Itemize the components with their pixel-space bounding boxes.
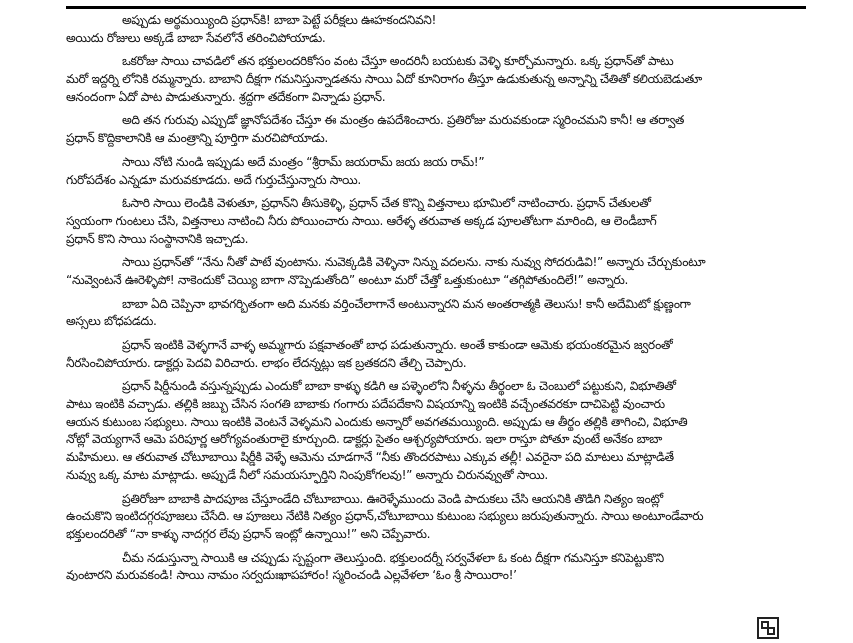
text-line: ప్రధాన్ ఇంటికి వెళ్ళగానే వాళ్ళ అమ్మగారు పక్షవాతంతో బాధ పడుతున్నారు. అంతే కాకుండా ఆమెకు భయంకరమైన జ్వరంతో — [122, 338, 673, 352]
text-line: సాయి ప్రధాన్‌తో “నేను నీతో పాటే వుంటాను. నువెక్కడికి వెళ్ళినా నిన్ను వదలను. నాకు నువ్వు సోదరుడివి!” అన్నారు చేర్చుకుంటూ — [122, 255, 706, 270]
text-line: “నువ్వెంటనే ఊరెళ్ళిపో! నాకెందుకో చెయ్యి బాగా నొప్పెడుతోంది” అంటూ మరో చేత్తో ఒత్తుకుంటూ “తగ్గిపోతుందిలే!” అన్నారు. — [66, 272, 628, 287]
text-line: స్వయంగా గుంటలు చేసి, విత్తనాలు నాటించి నీరు పోయించారు సాయి. ఆరేళ్ళ తరువాత అక్కడ పూలతోటగా మారింది, ఆ లెండీబాగ్ — [66, 213, 657, 228]
text-line: నీరసించిపోయారు. డాక్టర్లు పెదవి విరిచారు. లాభం లేదన్నట్లు ఇక బ్రతకదని తేల్చి చెప్పారు. — [66, 355, 467, 370]
text-line: ప్రధాన్ కొద్దికాలానికి ఆ మంత్రాన్ని పూర్తిగా మరచిపోయాడు. — [66, 131, 328, 146]
paragraph — [66, 254, 808, 289]
paragraph — [66, 154, 808, 189]
paragraph — [66, 550, 808, 585]
top-rule — [66, 6, 806, 9]
text-line: ప్రధాన్ కొని సాయి సంస్థానానికి ఇచ్చాడు. — [66, 231, 249, 246]
text-line: సాయి నోటి నుండి ఇప్పుడు అదే మంత్రం “శ్రీరామ్ జయరామ్ జయ జయ రామ్!” — [122, 154, 485, 169]
text-line: ప్రతిరోజూ బాబాకి పాదపూజ చేస్తూండేది చోటూబాయి. ఊరెళ్ళేముందు వెండి పాదుకలు చేసి ఆయనికి తొడిగి నిత్యం ఇంట్లో — [122, 491, 663, 506]
text-line: నువ్వు ఒక్క మాట మాట్లాడు. అప్పుడే నీలో సమయస్ఫూర్తిని నింపుకోగలవు!” అన్నారు చిరునవ్వుతో సాయి. — [66, 467, 548, 482]
text-line: గురోపదేశం ఎన్నడూ మరువకూడదు. అదే గుర్తుచేస్తున్నారు సాయి. — [66, 172, 361, 187]
text-line: ఆనందంగా ఏదో పాట పాడుతున్నారు. శ్రద్ధగా తదేకంగా విన్నాడు ప్రధాన్. — [66, 89, 386, 104]
text-line: ఉంచుకొని ఇంటిదగ్గరపూజలు చేసేది. ఆ పూజలు నేటికి నిత్యం ప్రధాన్,చోటూబాయి కుటుంబ సభ్యులు జరుపుతున్నారు. సాయి అంటూండేవారు — [66, 509, 704, 524]
text-line: అది తన గురువు ఎప్పుడో జ్ఞానోపదేశం చేస్తూ ఈ మంత్రం ఉపదేశించారు. ప్రతిరోజు మరువకుండా స్మరించమని కానీ! ఆ తర్వాత — [122, 113, 685, 128]
text-line: అప్పుడు అర్థమయ్యింది ప్రధాన్‌కి! బాబా పెట్టే పరీక్షలు ఊహకందనివని! — [122, 13, 437, 27]
document-page — [66, 12, 808, 624]
text-line: ప్రధాన్ షిర్డీనుండి వస్తున్నప్పుడు ఎందుకో బాబా కాళ్ళు కడిగి ఆ పళ్ళెంలోని నీళ్ళను తీర్థంలా ఓ చెంబులో పట్టుకుని, విభూతితో — [122, 379, 676, 394]
text-line: పాటు ఇంటికి వచ్చాడు. తల్లికి జబ్బు చేసిన సంగతి బాబాకు గంగారు పదేపదేకాని విషయాన్ని ఇంటికి వచ్చేంతవరకూ దాచిపెట్టి వుంచారు — [66, 397, 665, 412]
paragraph — [66, 12, 808, 47]
text-line: అస్సలు బోధపడదు. — [66, 314, 157, 329]
text-line: చీమ నడుస్తున్నా సాయికి ఆ చప్పుడు స్పష్టంగా తెలుస్తుంది. భక్తులందర్నీ సర్వవేళలా ఓ కంట దీక్షగా గమనిస్తూ కనిపెట్టుకొని — [122, 550, 664, 565]
text-line: నోట్లో వెయ్యగానే ఆమె పరిపూర్ణ ఆరోగ్యవంతురాలై కూర్చుంది. డాక్టర్లు సైతం ఆశ్చర్యపోయారు. ఇలా రాస్తూ పోతూ వుంటే అనేకం బాబా — [66, 432, 663, 447]
paragraph — [66, 378, 808, 484]
text-line: బాబా ఏది చెప్పినా భావగర్భితంగా అది మనకు వర్తించేలాగానే అంటున్నారని మన అంతరాత్మకి తెలుసు! కానీ అదేమిటో క్షుణ్ణంగా — [122, 296, 691, 311]
text-line: ఆయన కుటుంబ సభ్యులు. సాయి ఇంటికి వెంటనే వెళ్ళమని ఎందుకు అన్నారో అవగతమయ్యింది. అప్పుడు ఆ తీర్థం తల్లికి తాగించి, విభూతి — [66, 414, 688, 429]
text-line: ఒకరోజు సాయి చావడిలో తన భక్తులందరికోసం వంట చేస్తూ అందరినీ బయటకు వెళ్ళి కూర్చోమన్నారు. ఒక్క ప్రధాన్‌తో పాటు — [122, 54, 674, 69]
text-line: అయిదు రోజులు అక్కడే బాబా సేవలోనే తరించిపోయాడు. — [66, 30, 326, 45]
text-line: భక్తులందరితో “నా కాళ్ళు నాదగ్గర లేవు ప్రధాన్ ఇంట్లో ఉన్నాయి!” అని చెప్పేవారు. — [66, 526, 431, 541]
publisher-logo-icon — [757, 617, 779, 639]
paragraph — [66, 53, 808, 106]
paragraph — [66, 296, 808, 331]
text-line: ఓసారి సాయి లెండికి వెళుతూ, ప్రధాన్‌ని తీసుకెళ్ళి, ప్రధాన్ చేత కొన్ని విత్తనాలు భూమిలో నాటించారు. ప్రధాన్ చేతులతో — [122, 196, 651, 211]
paragraph — [66, 195, 808, 248]
paragraph — [66, 112, 808, 147]
paragraph — [66, 491, 808, 544]
paragraph — [66, 337, 808, 372]
text-line: మరో ఇద్దర్ని లోనికి రమ్మన్నారు. బాబాని దీక్షగా గమనిస్తున్నాడతను సాయి ఏదో కూనిరాగం తీస్తూ ఉడుకుతున్న అన్నాన్ని చేతితో కలియబెడుతూ — [66, 72, 702, 87]
text-line: వుంటారని మరువకండి! సాయి నామం సర్వదుఃఖాపహారం! స్మరించండి ఎల్లవేళలా ‘ఓం శ్రీ సాయిరాం!’ — [66, 568, 517, 583]
text-line: మహిమలు. ఆ తరువాత చోటూబాయి షిర్డీకి వెళ్ళే ఆమెను చూడగానే “నీకు తొందరపాటు ఎక్కువ తల్లీ! ఎవరైనా పది మాటలు మాట్లాడితే — [66, 450, 674, 465]
